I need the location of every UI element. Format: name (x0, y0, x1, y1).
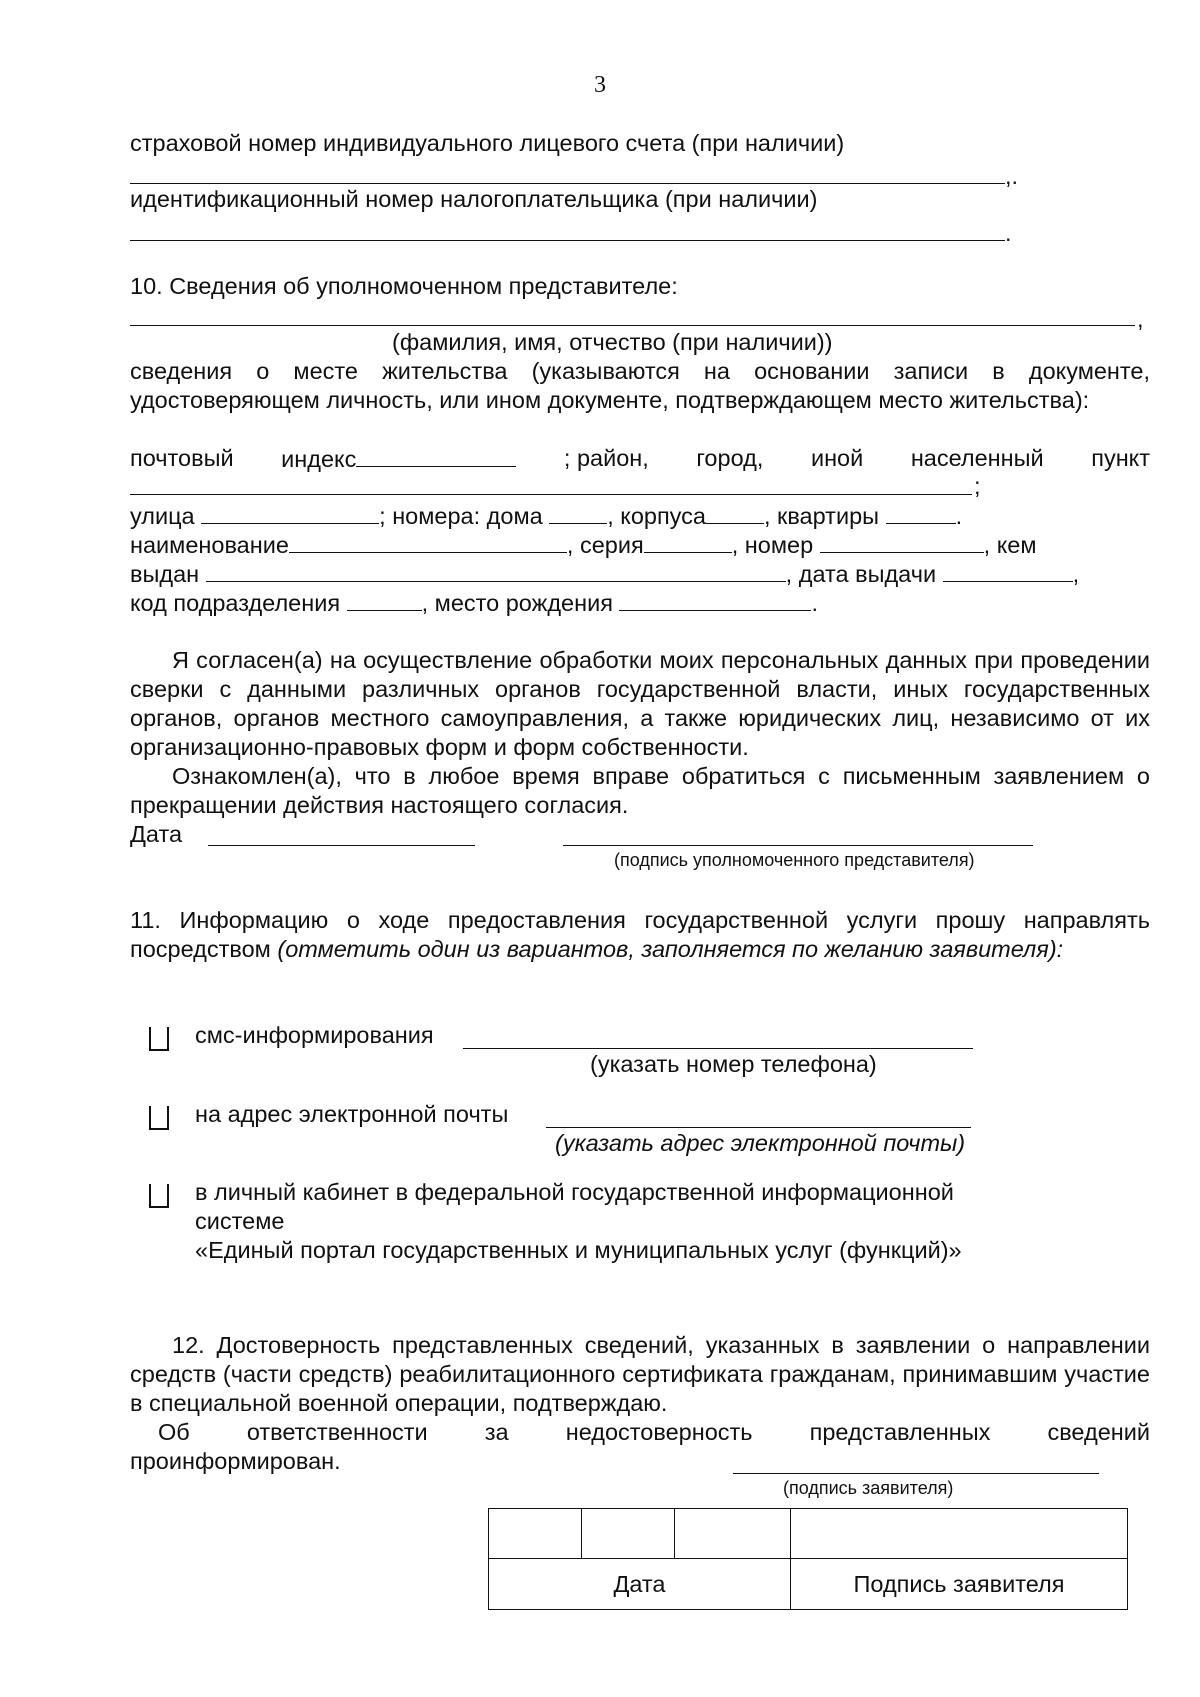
rep-signature-caption: (подпись уполномоченного представителя) (614, 850, 975, 870)
building-field[interactable] (706, 501, 764, 524)
division-row: код подразделения , место рождения . (130, 590, 819, 616)
issued-row: выдан , дата выдачи , (130, 561, 1080, 587)
acknowledged-text: Ознакомлен(а), что в любое время вправе обратиться с письменным заявлением о прекращении действия настоящего согласия. (130, 763, 1150, 818)
postal-word: иной (810, 445, 864, 471)
house-field[interactable] (549, 501, 607, 524)
series-field[interactable] (644, 530, 732, 553)
signature-cell[interactable] (791, 1509, 1128, 1559)
name-end: , (1137, 306, 1144, 332)
locality-field[interactable] (130, 494, 972, 495)
issue-date-field[interactable] (943, 559, 1073, 582)
snils-label: страховой номер индивидуального лицевого счета (при наличии) (130, 130, 845, 156)
responsibility-line1: Об ответственности за недостоверность представленных сведений (158, 1419, 1150, 1445)
page-number: 3 (594, 72, 606, 98)
responsibility-line2: проинформирован. (130, 1448, 341, 1474)
email-field[interactable] (546, 1127, 971, 1128)
postal-word: индекс (281, 446, 357, 472)
apartment-field[interactable] (886, 501, 956, 524)
residence-text: сведения о месте жительства (указываются на основании записи в документе, удостоверяющем личность, или ином документе, подтверждающем место жительства): (130, 358, 1150, 413)
date-year-cell[interactable] (675, 1509, 791, 1559)
number-field[interactable] (820, 530, 984, 553)
doc-name-field[interactable] (289, 530, 567, 553)
street-row: улица ; номера: дома , корпуса , квартиры . (130, 503, 963, 529)
date-day-cell[interactable] (489, 1509, 582, 1559)
email-option-label: на адрес электронной почты (195, 1101, 509, 1127)
portal-option-line1: в личный кабинет в федеральной государственной информационной (195, 1179, 954, 1205)
date-header: Дата (489, 1559, 791, 1610)
representative-name-field[interactable] (130, 325, 1135, 326)
applicant-signature-caption: (подпись заявителя) (783, 1478, 954, 1498)
date-month-cell[interactable] (582, 1509, 675, 1559)
portal-option-line3: «Единый портал государственных и муниципальных услуг (функций)» (195, 1237, 962, 1263)
section11-text: 11. Информацию о ходе предоставления государственной услуги прошу направлять посредством (отметить один из вариантов, заполняется по желанию заявителя): (130, 907, 1150, 962)
locality-end: ; (974, 473, 981, 499)
division-code-field[interactable] (347, 588, 422, 611)
signature-header: Подпись заявителя (791, 1559, 1128, 1610)
portal-checkbox[interactable] (149, 1184, 169, 1208)
section12-text: 12. Достоверность представленных сведений, указанных в заявлении о направлении средств (части средств) реабилитационного сертификата гражданам, принимавшим участие в специальной военной операции, подтверждаю. (130, 1332, 1150, 1416)
section10-heading: 10. Сведения об уполномоченном представителе: (130, 273, 678, 299)
snils-end: ,. (1005, 163, 1019, 189)
rep-signature-field[interactable] (563, 845, 1033, 846)
date-label: Дата (130, 821, 183, 847)
inn-label: идентификационный номер налогоплательщика (при наличии) (130, 186, 818, 212)
street-field[interactable] (201, 501, 379, 524)
postal-word: пункт (1091, 445, 1150, 471)
birthplace-field[interactable] (619, 588, 811, 611)
issued-by-field[interactable] (206, 559, 786, 582)
name-caption: (фамилия, имя, отчество (при наличии)) (392, 329, 833, 355)
applicant-signature-field[interactable] (733, 1473, 1099, 1474)
date-signature-table (488, 1508, 1128, 1610)
postal-row (130, 444, 1150, 474)
postal-word: город, (696, 445, 764, 471)
sms-checkbox[interactable] (149, 1027, 169, 1051)
inn-end: . (1005, 220, 1012, 246)
postal-index-field[interactable] (356, 444, 516, 467)
sms-option-label: смс-информирования (195, 1022, 434, 1048)
inn-field[interactable] (130, 240, 1005, 241)
email-checkbox[interactable] (149, 1106, 169, 1130)
postal-word: ; район, (563, 445, 649, 471)
postal-word: населенный (910, 445, 1044, 471)
portal-option-line2: системе (195, 1208, 285, 1234)
document-row: наименование , серия , номер , кем (130, 532, 1037, 558)
phone-field[interactable] (463, 1048, 973, 1049)
consent-text: Я согласен(а) на осуществление обработки моих персональных данных при проведении сверки с данными различных органов государственной власти, иных государственных органов, органов местного самоуправления, а также юридических лиц, независимо от их организационно-правовых форм и форм собственности. (130, 647, 1150, 760)
postal-word: почтовый (130, 445, 234, 471)
snils-field[interactable] (130, 183, 1005, 184)
email-caption: (указать адрес электронной почты) (555, 1130, 966, 1156)
rep-date-field[interactable] (208, 845, 475, 846)
phone-caption: (указать номер телефона) (590, 1051, 877, 1077)
